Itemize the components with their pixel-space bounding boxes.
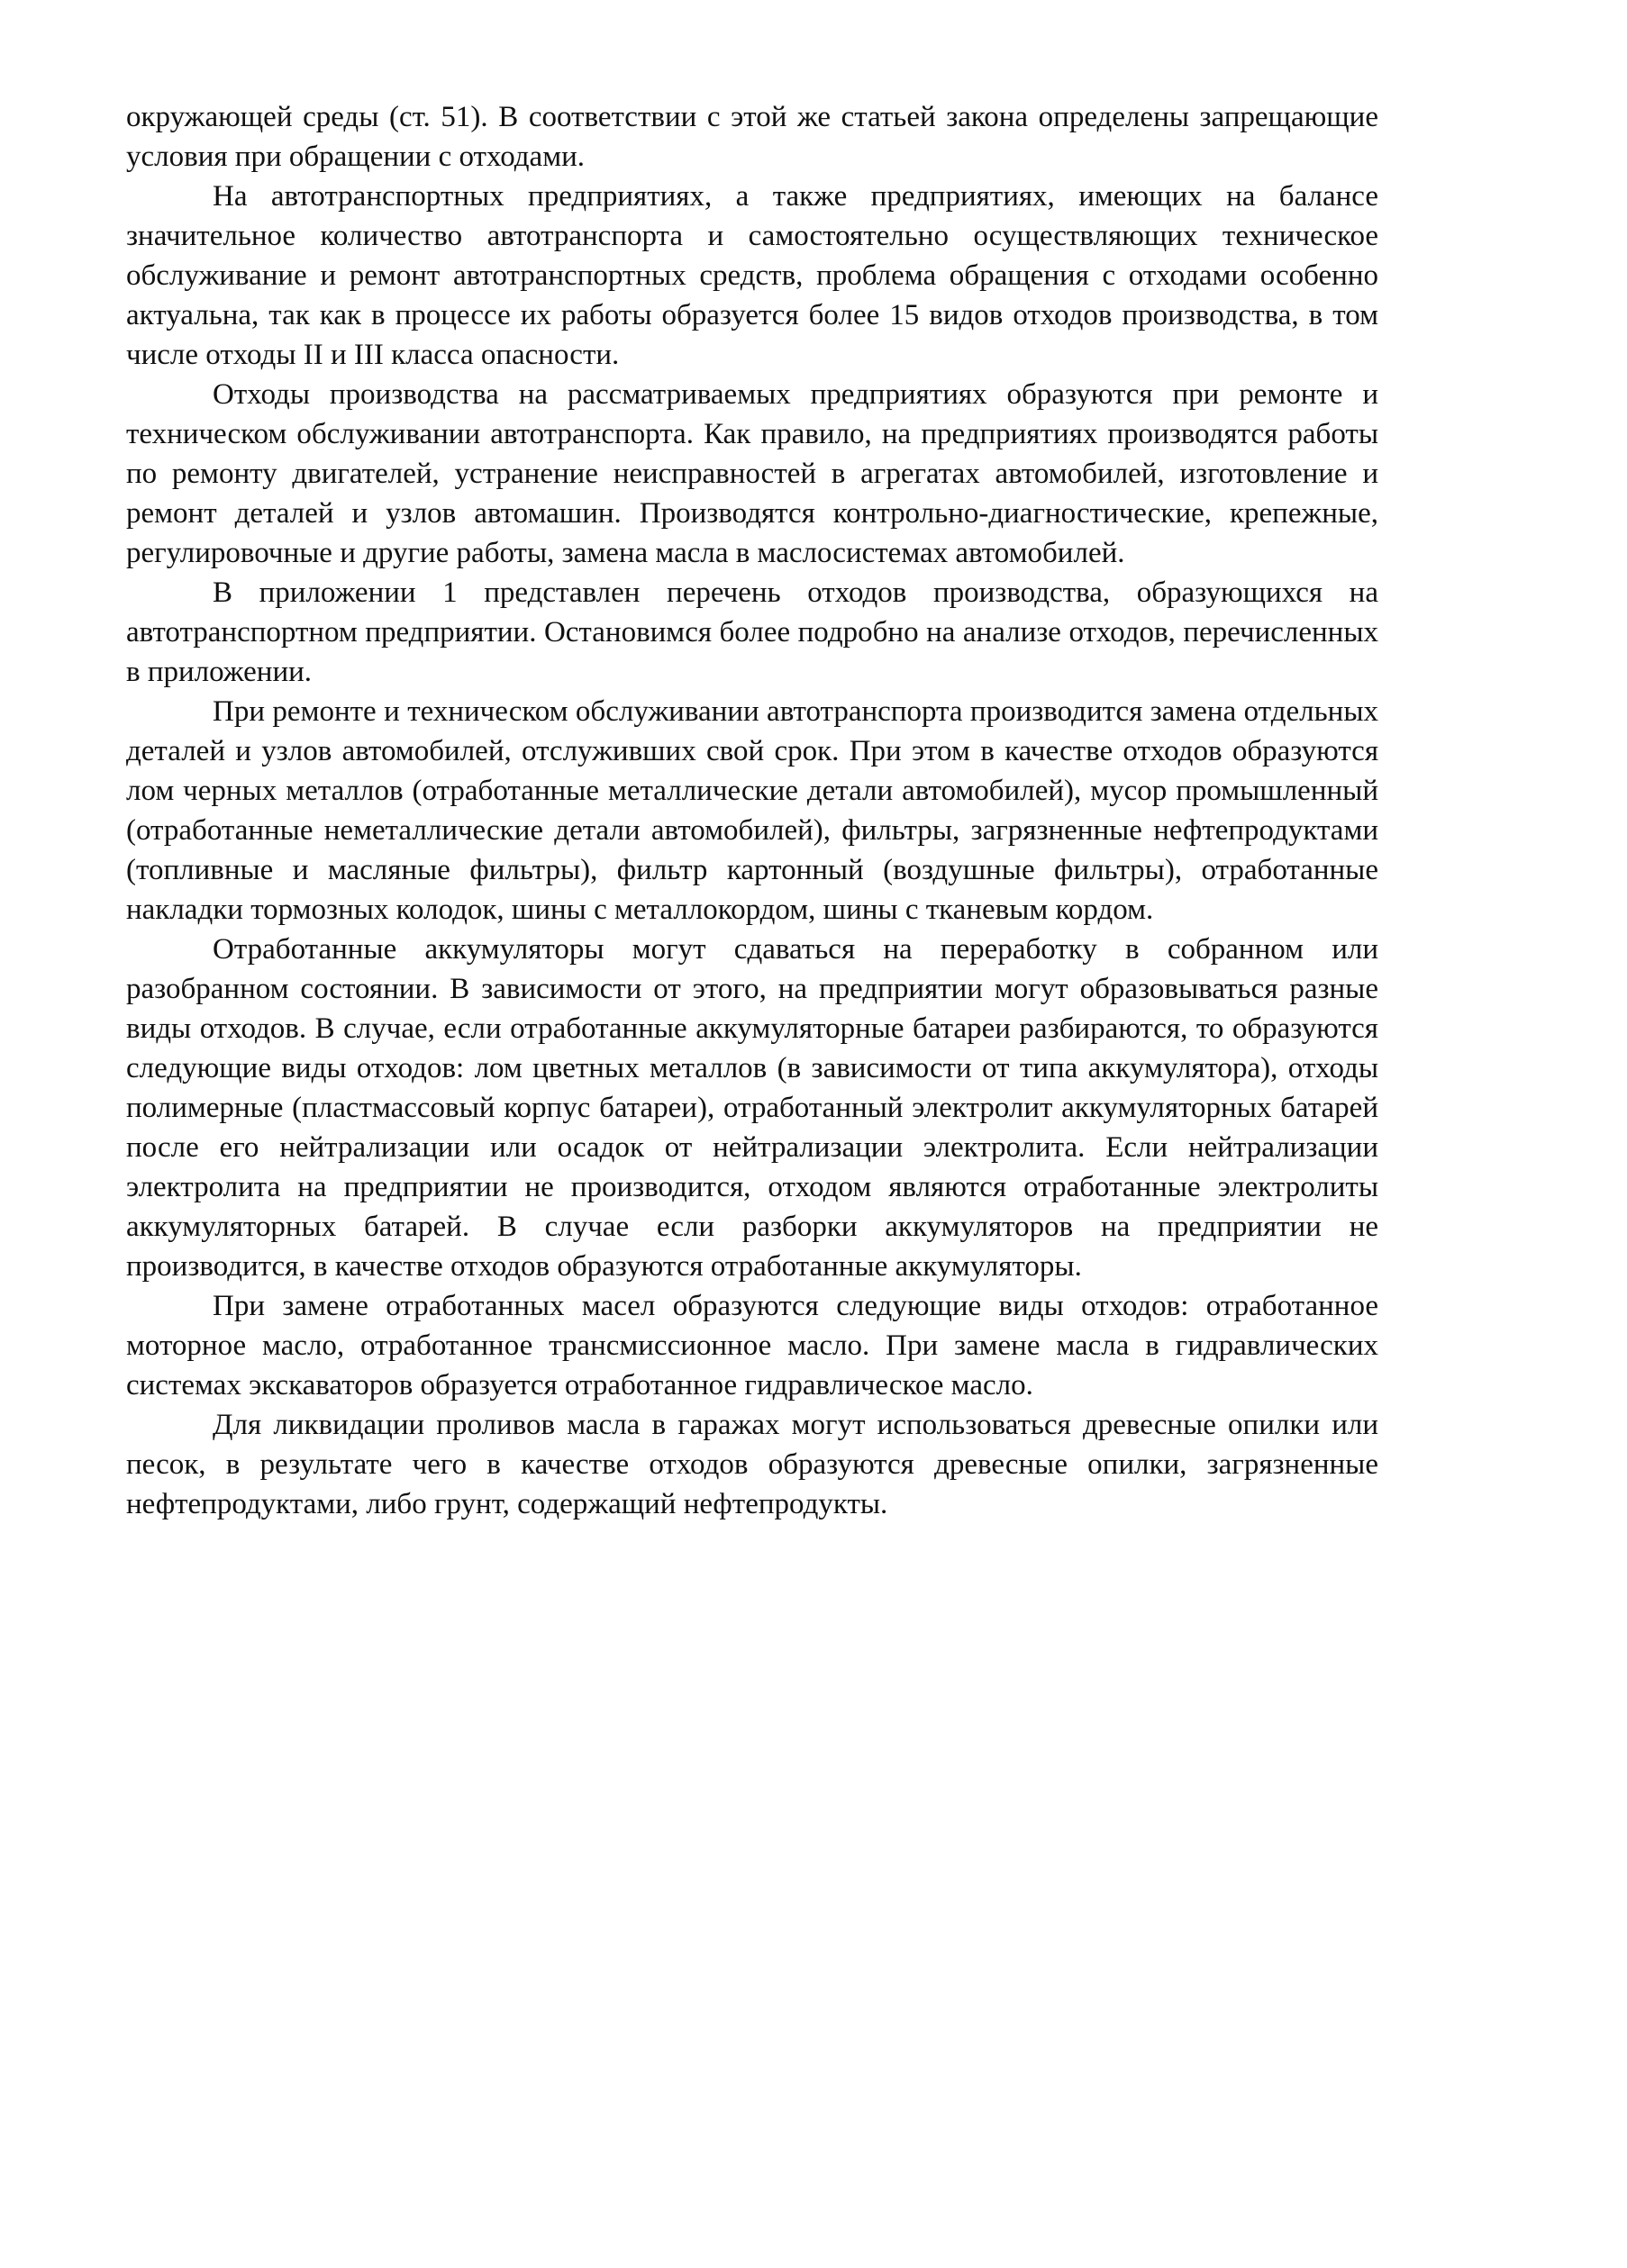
paragraph-8: Для ликвидации проливов масла в гаражах могут использоваться древесные опилки или песок, в результате чего в качестве отходов образуются древесные опилки, загрязненные нефтепродуктами, либо грунт, содержащий нефтепродукты. <box>126 1409 1378 1520</box>
paragraph-2: На автотранспортных предприятиях, а также предприятиях, имеющих на балансе значительное количество автотранспорта и самостоятельно осуществляющих техническое обслуживание и ремонт автотранспортных средств, проблема обращения с отходами особенно актуальна, так как в процессе их работы образуется более 15 видов отходов производства, в том числе отходы II и III класса опасности. <box>126 180 1378 371</box>
paragraph-1: окружающей среды (ст. 51). В соответствии с этой же статьей закона определены запрещающие условия при обращении с отходами. <box>126 101 1378 173</box>
document-page <box>126 97 1378 1524</box>
paragraph-6: Отработанные аккумуляторы могут сдаваться на переработку в собранном или разобранном состоянии. В зависимости от этого, на предприятии могут образовываться разные виды отходов. В случае, если отработанные аккумуляторные батареи разбираются, то образуются следующие виды отходов: лом цветных металлов (в зависимости от типа аккумулятора), отходы полимерные (пластмассовый корпус батареи), отработанный электролит аккумуляторных батарей после его нейтрализации или осадок от нейтрализации электролита. Если нейтрализации электролита на предприятии не производится, отходом являются отработанные электролиты аккумуляторных батарей. В случае если разборки аккумуляторов на предприятии не производится, в качестве отходов образуются отработанные аккумуляторы. <box>126 933 1378 1283</box>
paragraph-3: Отходы производства на рассматриваемых предприятиях образуются при ремонте и техническом обслуживании автотранспорта. Как правило, на предприятиях производятся работы по ремонту двигателей, устранение неисправностей в агрегатах автомобилей, изготовление и ремонт деталей и узлов автомашин. Производятся контрольно-диагностические, крепежные, регулировочные и другие работы, замена масла в маслосистемах автомобилей. <box>126 378 1378 569</box>
paragraph-4: В приложении 1 представлен перечень отходов производства, образующихся на автотранспортном предприятии. Остановимся более подробно на анализе отходов, перечисленных в приложении. <box>126 576 1378 688</box>
paragraph-5: При ремонте и техническом обслуживании автотранспорта производится замена отдельных деталей и узлов автомобилей, отслуживших свой срок. При этом в качестве отходов образуются лом черных металлов (отработанные металлические детали автомобилей), мусор промышленный (отработанные неметаллические детали автомобилей), фильтры, загрязненные нефтепродуктами (топливные и масляные фильтры), фильтр картонный (воздушные фильтры), отработанные накладки тормозных колодок, шины с металлокордом, шины с тканевым кордом. <box>126 695 1378 926</box>
paragraph-7: При замене отработанных масел образуются следующие виды отходов: отработанное моторное масло, отработанное трансмиссионное масло. При замене масла в гидравлических системах экскаваторов образуется отработанное гидравлическое масло. <box>126 1290 1378 1402</box>
